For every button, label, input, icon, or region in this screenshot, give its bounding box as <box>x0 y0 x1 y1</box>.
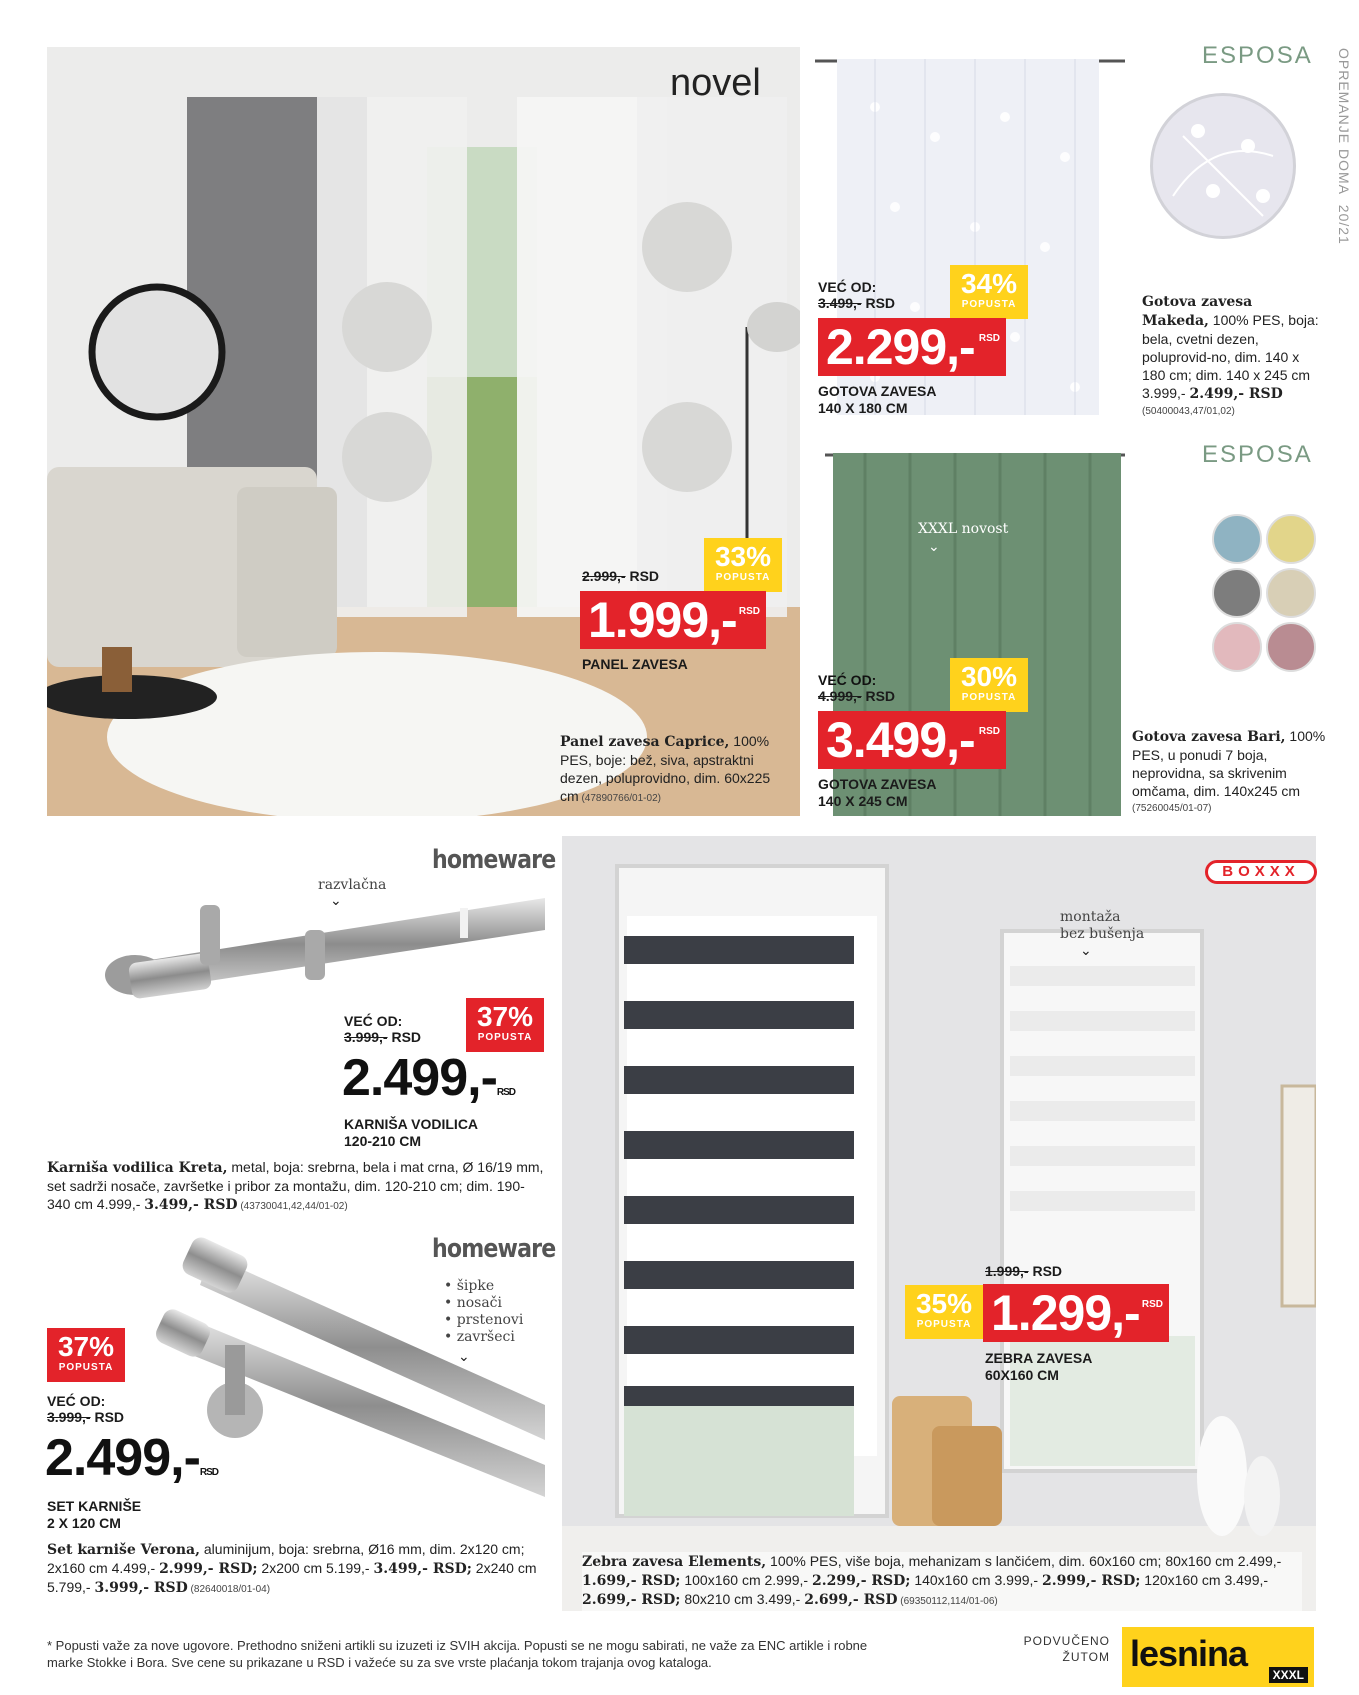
caprice-label: PANEL ZAVESA <box>582 656 688 672</box>
zebra-discount-badge: 35% POPUSTA <box>905 1285 983 1339</box>
esposa-logo-2: ESPOSA <box>1202 441 1313 468</box>
caprice-price: 1.999,- RSD <box>580 591 766 649</box>
color-swatch-rose <box>1266 622 1316 672</box>
kreta-discount-badge: 37% POPUSTA <box>466 998 544 1052</box>
kreta-from-label: VEĆ OD: <box>344 1013 403 1029</box>
color-swatch-beige <box>1266 568 1316 618</box>
chevron-down-icon-4: ⌄ <box>1080 942 1092 958</box>
caprice-description: Panel zavesa Caprice, 100% PES, boje: bež, siva, apstraktni dezen, poluprovidno, dim. 60x225 cm (47890766/01-02) <box>560 733 771 804</box>
makeda-from-label: VEĆ OD: <box>818 279 877 295</box>
zebra-price: 1.299,- RSD <box>983 1284 1169 1342</box>
color-swatch-yellow <box>1266 514 1316 564</box>
bari-discount-badge: 30% POPUSTA <box>950 658 1028 712</box>
bari-from-label: VEĆ OD: <box>818 672 877 688</box>
novel-logo: novel <box>670 62 761 104</box>
zebra-blinds-image <box>562 836 1316 1611</box>
zebra-note: montaža bez bušenja <box>1060 909 1145 942</box>
kreta-photo <box>90 890 545 1005</box>
makeda-old-price: 3.499,- RSD <box>818 295 896 311</box>
verona-description: Set karniše Verona, aluminijum, boja: srebrna, Ø16 mm, dim. 2x120 cm; 2x160 cm 4.499,- 2.999,- RSD; 2x200 cm 5.199,- 3.499,- RSD; 2x240 cm 5.799,- 3.999,- RSD (82640018/01-04) <box>47 1541 537 1596</box>
bari-label: GOTOVA ZAVESA 140 X 245 CM <box>818 776 937 809</box>
verona-label: SET KARNIŠE 2 X 120 CM <box>47 1498 142 1531</box>
section-title: OPREMANJE DOMA <box>1336 48 1352 196</box>
verona-bullets: • šipke • nosači • prstenovi • završeci <box>444 1278 524 1345</box>
verona-discount-badge: 37% POPUSTA <box>47 1328 125 1382</box>
chevron-down-icon-2: ⌄ <box>330 892 342 908</box>
verona-price: 2.499,-RSD <box>45 1429 219 1487</box>
chevron-down-icon: ⌄ <box>928 538 940 554</box>
kreta-label: KARNIŠA VODILICA 120-210 CM <box>344 1116 479 1149</box>
side-label <box>1328 48 1352 248</box>
floral-pattern-icon <box>1153 96 1293 236</box>
bari-price: 3.499,- RSD <box>818 711 1006 769</box>
zebra-label: ZEBRA ZAVESA 60X160 CM <box>985 1350 1093 1383</box>
makeda-label: GOTOVA ZAVESA 140 X 180 CM <box>818 383 937 416</box>
footer-disclaimer: * Popusti važe za nove ugovore. Prethodno sniženi artikli su izuzeti iz SVIH akcija. Popusti se ne mogu sabirati, ne važe za ENC artikle i robne marke Stokke i Bora. Sve cene su prikazane u RSD i važeće su za sve vrste plaćanja tokom trajanja ovog kataloga. <box>47 1638 868 1670</box>
page-numbers: 20/21 <box>1336 204 1352 245</box>
bari-description: Gotova zavesa Bari, 100% PES, u ponudi 7 boja, neprovidna, sa skrivenim omčama, dim. 140x245 cm (75260045/01-07) <box>1132 728 1326 814</box>
zebra-description: Zebra zavesa Elements, 100% PES, više boja, mehanizam s lančićem, dim. 60x160 cm; 80x160 cm 2.499,- 1.699,- RSD; 100x160 cm 2.999,- 2.299,- RSD; 140x160 cm 3.999,- 2.999,- RSD; 120x160 cm 3.499,- 2.699,- RSD; 80x210 cm 3.499,- 2.699,- RSD (69350112,114/01-06) <box>582 1552 1302 1611</box>
boxxx-logo: BOXXX <box>1205 860 1317 884</box>
kreta-price: 2.499,-RSD <box>342 1049 516 1107</box>
kreta-old-price: 3.999,- RSD <box>344 1029 422 1045</box>
makeda-discount-badge: 34% POPUSTA <box>950 265 1028 319</box>
color-swatch-gray <box>1212 568 1262 618</box>
color-swatch-pink <box>1212 622 1262 672</box>
homeware-logo: homeware <box>432 845 556 875</box>
makeda-fabric-swatch <box>1150 93 1296 239</box>
color-swatch-blue <box>1212 514 1262 564</box>
homeware-logo-2: homeware <box>432 1234 556 1264</box>
kreta-description: Karniša vodilica Kreta, metal, boja: srebrna, bela i mat crna, Ø 16/19 mm, set sadrži nosače, završetke i pribor za montažu, dim. 120-210 cm; dim. 190-340 cm 4.999,- 3.499,- RSD (43730041,42,44/01-02) <box>47 1159 544 1213</box>
zebra-photo <box>562 836 1316 1611</box>
bari-new-note: XXXL novost <box>918 521 1009 537</box>
verona-old-price: 3.999,- RSD <box>47 1409 125 1425</box>
lesnina-logo: lesnina XXXL <box>1122 1627 1314 1687</box>
chevron-down-icon-3: ⌄ <box>458 1348 470 1364</box>
caprice-old-price: 2.999,- RSD <box>582 568 660 584</box>
zebra-old-price: 1.999,- RSD <box>985 1263 1063 1279</box>
verona-from-label: VEĆ OD: <box>47 1393 106 1409</box>
kreta-note: razvlačna <box>318 877 387 893</box>
esposa-logo: ESPOSA <box>1202 42 1313 69</box>
bari-old-price: 4.999,- RSD <box>818 688 896 704</box>
underlined-note: PODVUČENO ŽUTOM <box>1023 1634 1110 1664</box>
caprice-photo <box>47 47 800 816</box>
caprice-discount-badge: 33% POPUSTA <box>704 538 782 592</box>
living-room-image <box>47 47 800 816</box>
curtain-rod-image <box>90 890 545 1005</box>
makeda-description: Gotova zavesa Makeda, 100% PES, boja: bela, cvetni dezen, poluprovid-no, dim. 140 x 180 cm; dim. 140 x 245 cm 3.999,- 2.499,- RSD (50400043,47/01,02) <box>1142 294 1319 417</box>
makeda-price: 2.299,- RSD <box>818 318 1006 376</box>
